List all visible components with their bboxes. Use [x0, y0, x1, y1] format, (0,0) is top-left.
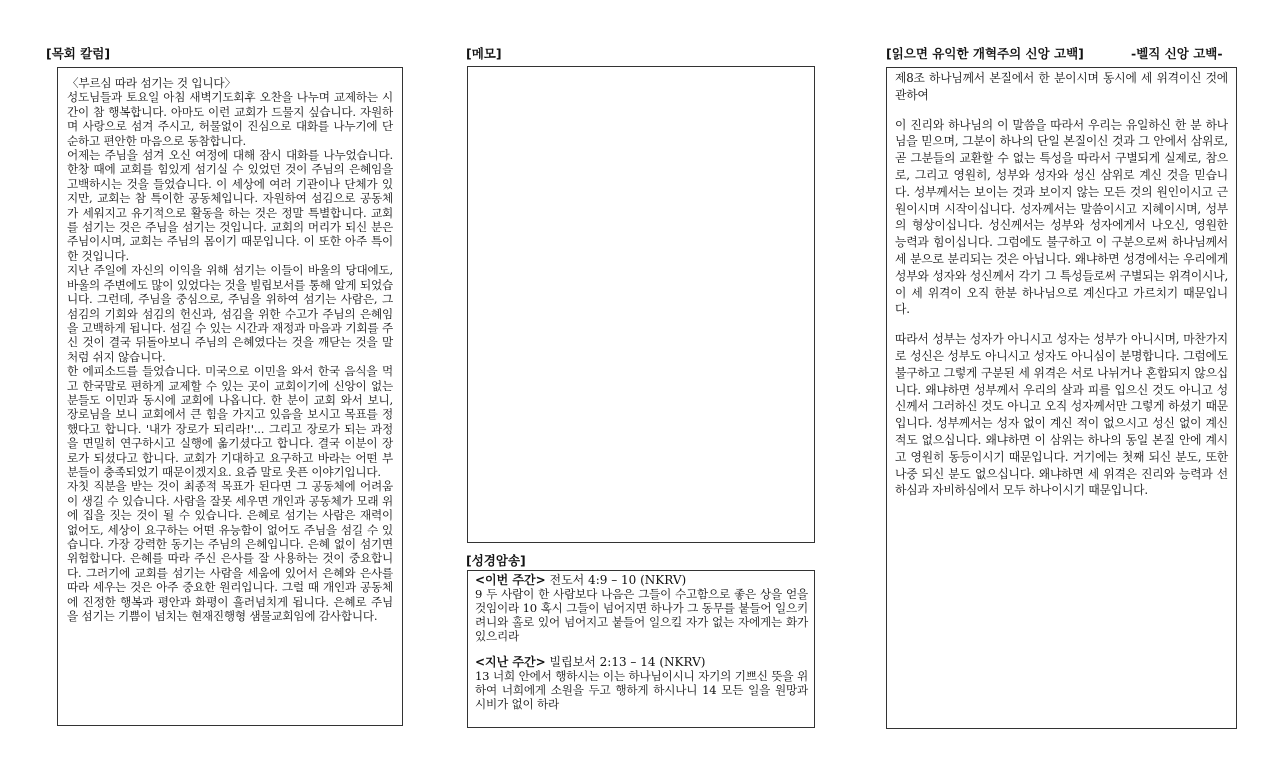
bible-memorization-header: [성경암송]	[466, 553, 526, 568]
last-week-heading	[475, 655, 808, 669]
column-paragraph: 지난 주일에 자신의 이익을 위해 섬기는 이들이 바울의 당대에도, 바울의 주변에도 많이 있었다는 것을 빌립보서를 통해 알게 되었습니다. 그런데, 주님을 중심으로, 주님을 위하여 섬기는 사람은, 그 섬김의 기회와 섬김의 헌신과, 섬김을 위한 수고가 주님의 은혜임을 고백하게 됩니다. 섬길 수 있는 시간과 재정과 마음과 기회를 주신 것이 결국 뒤돌아보니 주님의 은혜였다는 것을 깨닫는 것을 말처럼 쉬지 않습니다.	[67, 263, 393, 364]
pastoral-column-header: [목회 칼럼]	[46, 46, 111, 61]
confession-paragraph: 이 진리와 하나님의 이 말씀을 따라서 우리는 유일하신 한 분 하나님을 믿으며, 그분이 하나의 단일 본질이신 것과 그 안에서 삼위로, 곧 그분들의 교환할 수 없는 특성을 따라서 구별되게 실제로, 참으로, 그리고 영원히, 성부와 성자와 성신 삼위로 계신 것을 믿습니다. 성부께서는 보이는 것과 보이지 않는 모든 것의 원인이시고 근원이시며 시작이십니다. 성자께서는 말씀이시고 지혜이시며, 성부의 형상이십니다. 성신께서는 성부와 성자에게서 나오신, 영원한 능력과 힘이십니다. 그럼에도 불구하고 이 구분으로써 하나님께서 세 분으로 분리되는 것은 아닙니다. 왜냐하면 성경에서는 우리에게 성부와 성자와 성신께서 각기 그 특성들로써 구별되는 위격이시나, 이 세 위격이 오직 한분 하나님으로 계신다고 가르치기 때문입니다.	[895, 117, 1228, 317]
this-week-heading	[475, 573, 808, 587]
pastoral-column-box	[57, 67, 403, 726]
this-week-reference: 전도서 4:9 – 10 (NKRV)	[545, 573, 687, 587]
column-paragraph: 성도님들과 토요일 아침 새벽기도회후 오찬을 나누며 교제하는 시간이 참 행복합니다. 아마도 이런 교회가 드물지 싶습니다. 자원하며 사랑으로 섬겨 주시고, 허물없이 진심으로 대화를 나누기에 단순하고 편안한 마음으로 동참합니다.	[67, 90, 393, 148]
confession-paragraph: 따라서 성부는 성자가 아니시고 성자는 성부가 아니시며, 마찬가지로 성신은 성부도 아니시고 성자도 아니심이 분명합니다. 그럼에도 불구하고 그렇게 구분된 세 위격은 서로 나뉘거나 혼합되지 않으십니다. 왜냐하면 성부께서 우리의 살과 피를 입으신 것도 아니고 성신께서 그러하신 것도 아니고 오직 성자께서만 그렇게 하셨기 때문입니다. 성부께서는 성자 없이 계신 적이 없으시고 성신 없이 계신 적도 없으십니다. 왜냐하면 이 삼위는 하나의 동일 본질 안에 계시고 영원히 동등이시기 때문입니다. 거기에는 첫째 되신 분도, 또한 나중 되신 분도 없으십니다. 왜냐하면 세 위격은 진리와 능력과 선하심과 자비하심에서 모두 하나이시기 때문입니다.	[895, 332, 1228, 498]
column-paragraph: 자칫 직분을 받는 것이 최종적 목표가 된다면 그 공동체에 어려움이 생길 수 있습니다. 사람을 잘못 세우면 개인과 공동체가 모래 위에 집을 짓는 것이 될 수 있습니다. 은혜로 섬기는 사람은 재력이 없어도, 세상이 요구하는 어떤 유능함이 없어도 주님을 섬길 수 있습니다. 가장 강력한 동기는 주님의 은혜입니다. 은혜 없이 섬기면 위험합니다. 은혜를 따라 주신 은사를 잘 사용하는 것이 중요합니다. 그러기에 교회를 섬기는 사람을 세움에 있어서 은혜와 은사를 따라 세우는 것은 아주 중요한 원리입니다. 그럴 때 개인과 공동체에 진정한 행복과 평안과 화평이 흘러넘치게 됩니다. 은혜로 주님을 섬기는 기쁨이 넘치는 현재진행형 샘물교회임에 감사합니다.	[67, 479, 393, 624]
column-paragraph: 한 에피소드를 들었습니다. 미국으로 이민을 와서 한국 음식을 먹고 한국말로 편하게 교제할 수 있는 곳이 교회이기에 신앙이 없는 분들도 이민과 동시에 교회에 나옵니다. 한 분이 교회 와서 보니, 장로님을 보니 교회에서 큰 힘을 가지고 있음을 보시고 목표를 정했다고 합니다. '내가 장로가 되리라!'... 그리고 장로가 되는 과정을 면밀히 연구하시고 실행에 옮기셨다고 합니다. 결국 이분이 장로가 되셨다고 합니다. 교회가 기대하고 요구하고 바라는 어떤 부분들이 충족되었기 때문이겠지요. 요즘 말로 웃픈 이야기입니다.	[67, 364, 393, 479]
column-paragraph: 어제는 주님을 섬겨 오신 여정에 대해 잠시 대화를 나누었습니다. 한창 때에 교회를 힘있게 섬기실 수 있었던 것이 주님의 은혜임을 고백하시는 것을 들었습니다. 이 세상에 여러 기관이나 단체가 있지만, 교회는 참 특이한 공동체입니다. 자원하여 섬김으로 공동체가 세워지고 유기적으로 활동을 하는 것은 정말 특별합니다. 교회를 섬기는 것은 주님을 섬기는 것입니다. 교회의 머리가 되신 분은 주님이시며, 교회는 주님의 몸이기 때문입니다. 이 또한 아주 특이한 것입니다.	[67, 148, 393, 263]
memo-header: [메모]	[466, 46, 502, 61]
belgic-confession-label: -벨직 신앙 고백-	[1131, 46, 1223, 61]
last-week-verse: 13 너희 안에서 행하시는 이는 하나님이시니 자기의 기쁘신 뜻을 위하여 너희에게 소원을 두고 행하게 하시나니 14 모든 일을 원망과 시비가 없이 하라	[475, 669, 808, 711]
last-week-label: <지난 주간>	[475, 655, 546, 669]
confession-article-title: 제8조 하나님께서 본질에서 한 분이시며 동시에 세 위격이신 것에 관하여	[895, 71, 1228, 102]
column-title: 〈부르심 따라 섬기는 것 입니다〉	[67, 76, 236, 90]
last-week-reference: 빌립보서 2:13 – 14 (NKRV)	[545, 655, 706, 669]
this-week-label: <이번 주간>	[475, 573, 546, 587]
this-week-verse: 9 두 사람이 한 사람보다 나음은 그들이 수고함으로 좋은 상을 얻을 것임이라 10 혹시 그들이 넘어지면 하나가 그 동무를 붙들어 일으키려니와 홀로 있어 넘어지고 붙들어 일으킬 자가 없는 자에게는 화가 있으리라	[475, 587, 808, 643]
bible-memorization-box	[467, 570, 815, 728]
confession-box	[886, 67, 1237, 729]
confession-header: [읽으면 유익한 개혁주의 신앙 고백]	[886, 46, 1084, 61]
memo-box[interactable]	[467, 66, 815, 543]
